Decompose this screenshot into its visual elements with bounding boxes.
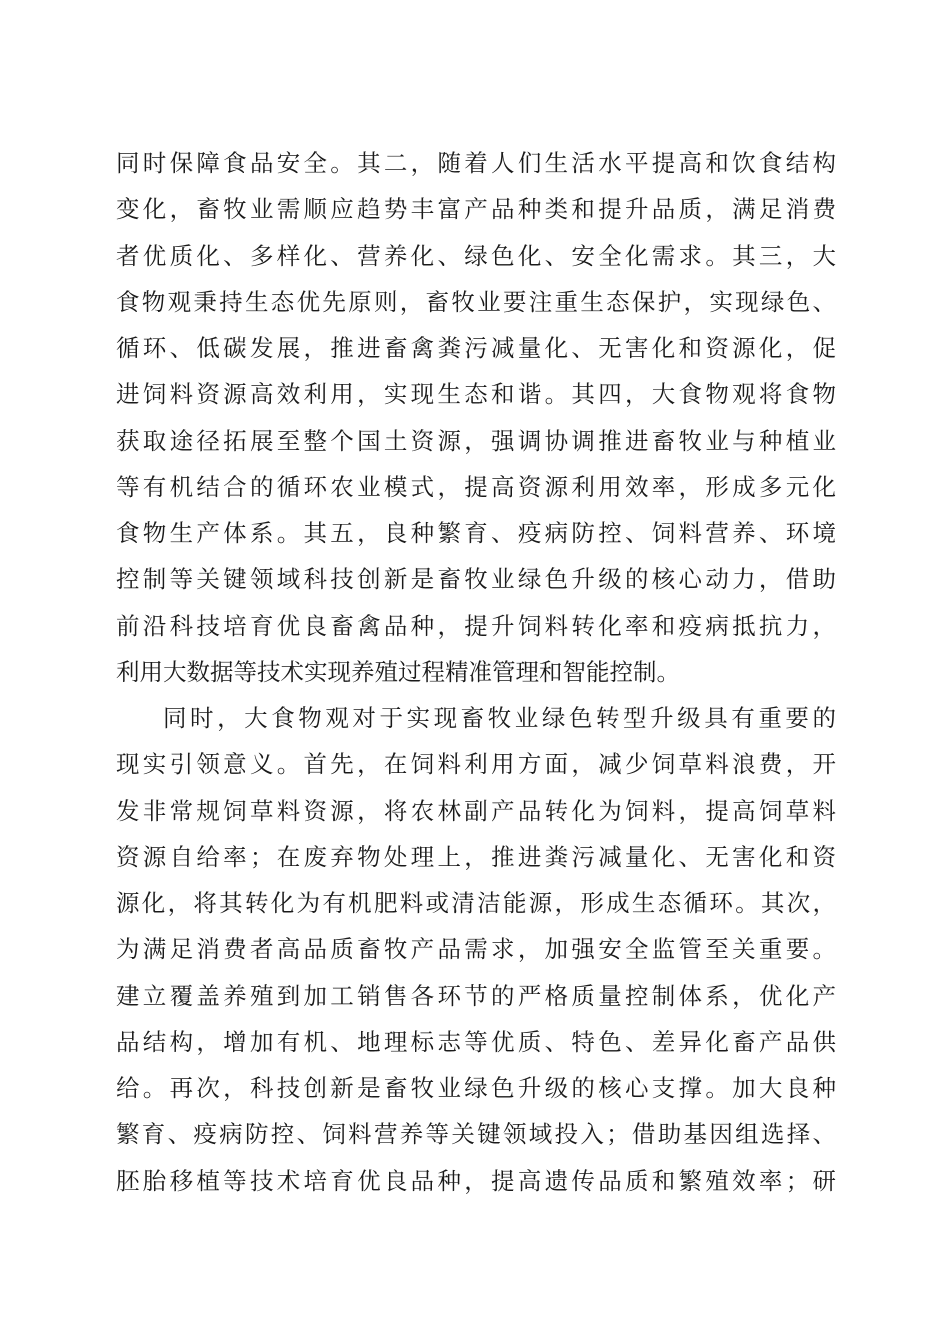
text-line: 利用大数据等技术实现养殖过程精准管理和智能控制。 <box>116 657 680 686</box>
text-line: 给。再次，科技创新是畜牧业绿色升级的核心支撑。加大良种 <box>116 1074 836 1102</box>
paragraph-1 <box>116 140 836 695</box>
text-line: 同时保障食品安全。其二，随着人们生活水平提高和饮食结构 <box>116 149 836 177</box>
paragraph-2 <box>116 695 836 1204</box>
text-line: 资源自给率；在废弃物处理上，推进粪污减量化、无害化和资 <box>116 842 836 871</box>
text-line: 现实引领意义。首先，在饲料利用方面，减少饲草料浪费，开 <box>116 750 836 779</box>
text-line: 等有机结合的循环农业模式，提高资源利用效率，形成多元化 <box>116 472 836 501</box>
text-line: 建立覆盖养殖到加工销售各环节的严格质量控制体系，优化产 <box>116 981 836 1010</box>
text-line: 源化，将其转化为有机肥料或清洁能源，形成生态循环。其次， <box>116 889 836 917</box>
text-line: 胚胎移植等技术培育优良品种，提高遗传品质和繁殖效率；研 <box>116 1166 836 1195</box>
text-line: 控制等关键领域科技创新是畜牧业绿色升级的核心动力，借助 <box>116 565 836 594</box>
text-line: 品结构，增加有机、地理标志等优质、特色、差异化畜产品供 <box>116 1027 836 1056</box>
text-line: 前沿科技培育优良畜禽品种，提升饲料转化率和疫病抵抗力， <box>116 611 836 640</box>
text-line: 变化，畜牧业需顺应趋势丰富产品种类和提升品质，满足消费 <box>116 195 836 224</box>
text-line: 食物生产体系。其五，良种繁育、疫病防控、饲料营养、环境 <box>116 519 836 547</box>
text-line: 繁育、疫病防控、饲料营养等关键领域投入；借助基因组选择、 <box>116 1120 836 1149</box>
body-text <box>116 140 836 1204</box>
text-line: 同时，大食物观对于实现畜牧业绿色转型升级具有重要的 <box>163 704 836 732</box>
text-line: 食物观秉持生态优先原则，畜牧业要注重生态保护，实现绿色、 <box>116 287 836 316</box>
text-line: 循环、低碳发展，推进畜禽粪污减量化、无害化和资源化，促 <box>116 334 836 362</box>
text-line: 进饲料资源高效利用，实现生态和谐。其四，大食物观将食物 <box>116 380 836 409</box>
text-line: 发非常规饲草料资源，将农林副产品转化为饲料，提高饲草料 <box>116 796 836 825</box>
text-line: 者优质化、多样化、营养化、绿色化、安全化需求。其三，大 <box>116 241 836 270</box>
text-line: 为满足消费者高品质畜牧产品需求，加强安全监管至关重要。 <box>116 935 836 964</box>
text-line: 获取途径拓展至整个国土资源，强调协调推进畜牧业与种植业 <box>116 426 836 455</box>
